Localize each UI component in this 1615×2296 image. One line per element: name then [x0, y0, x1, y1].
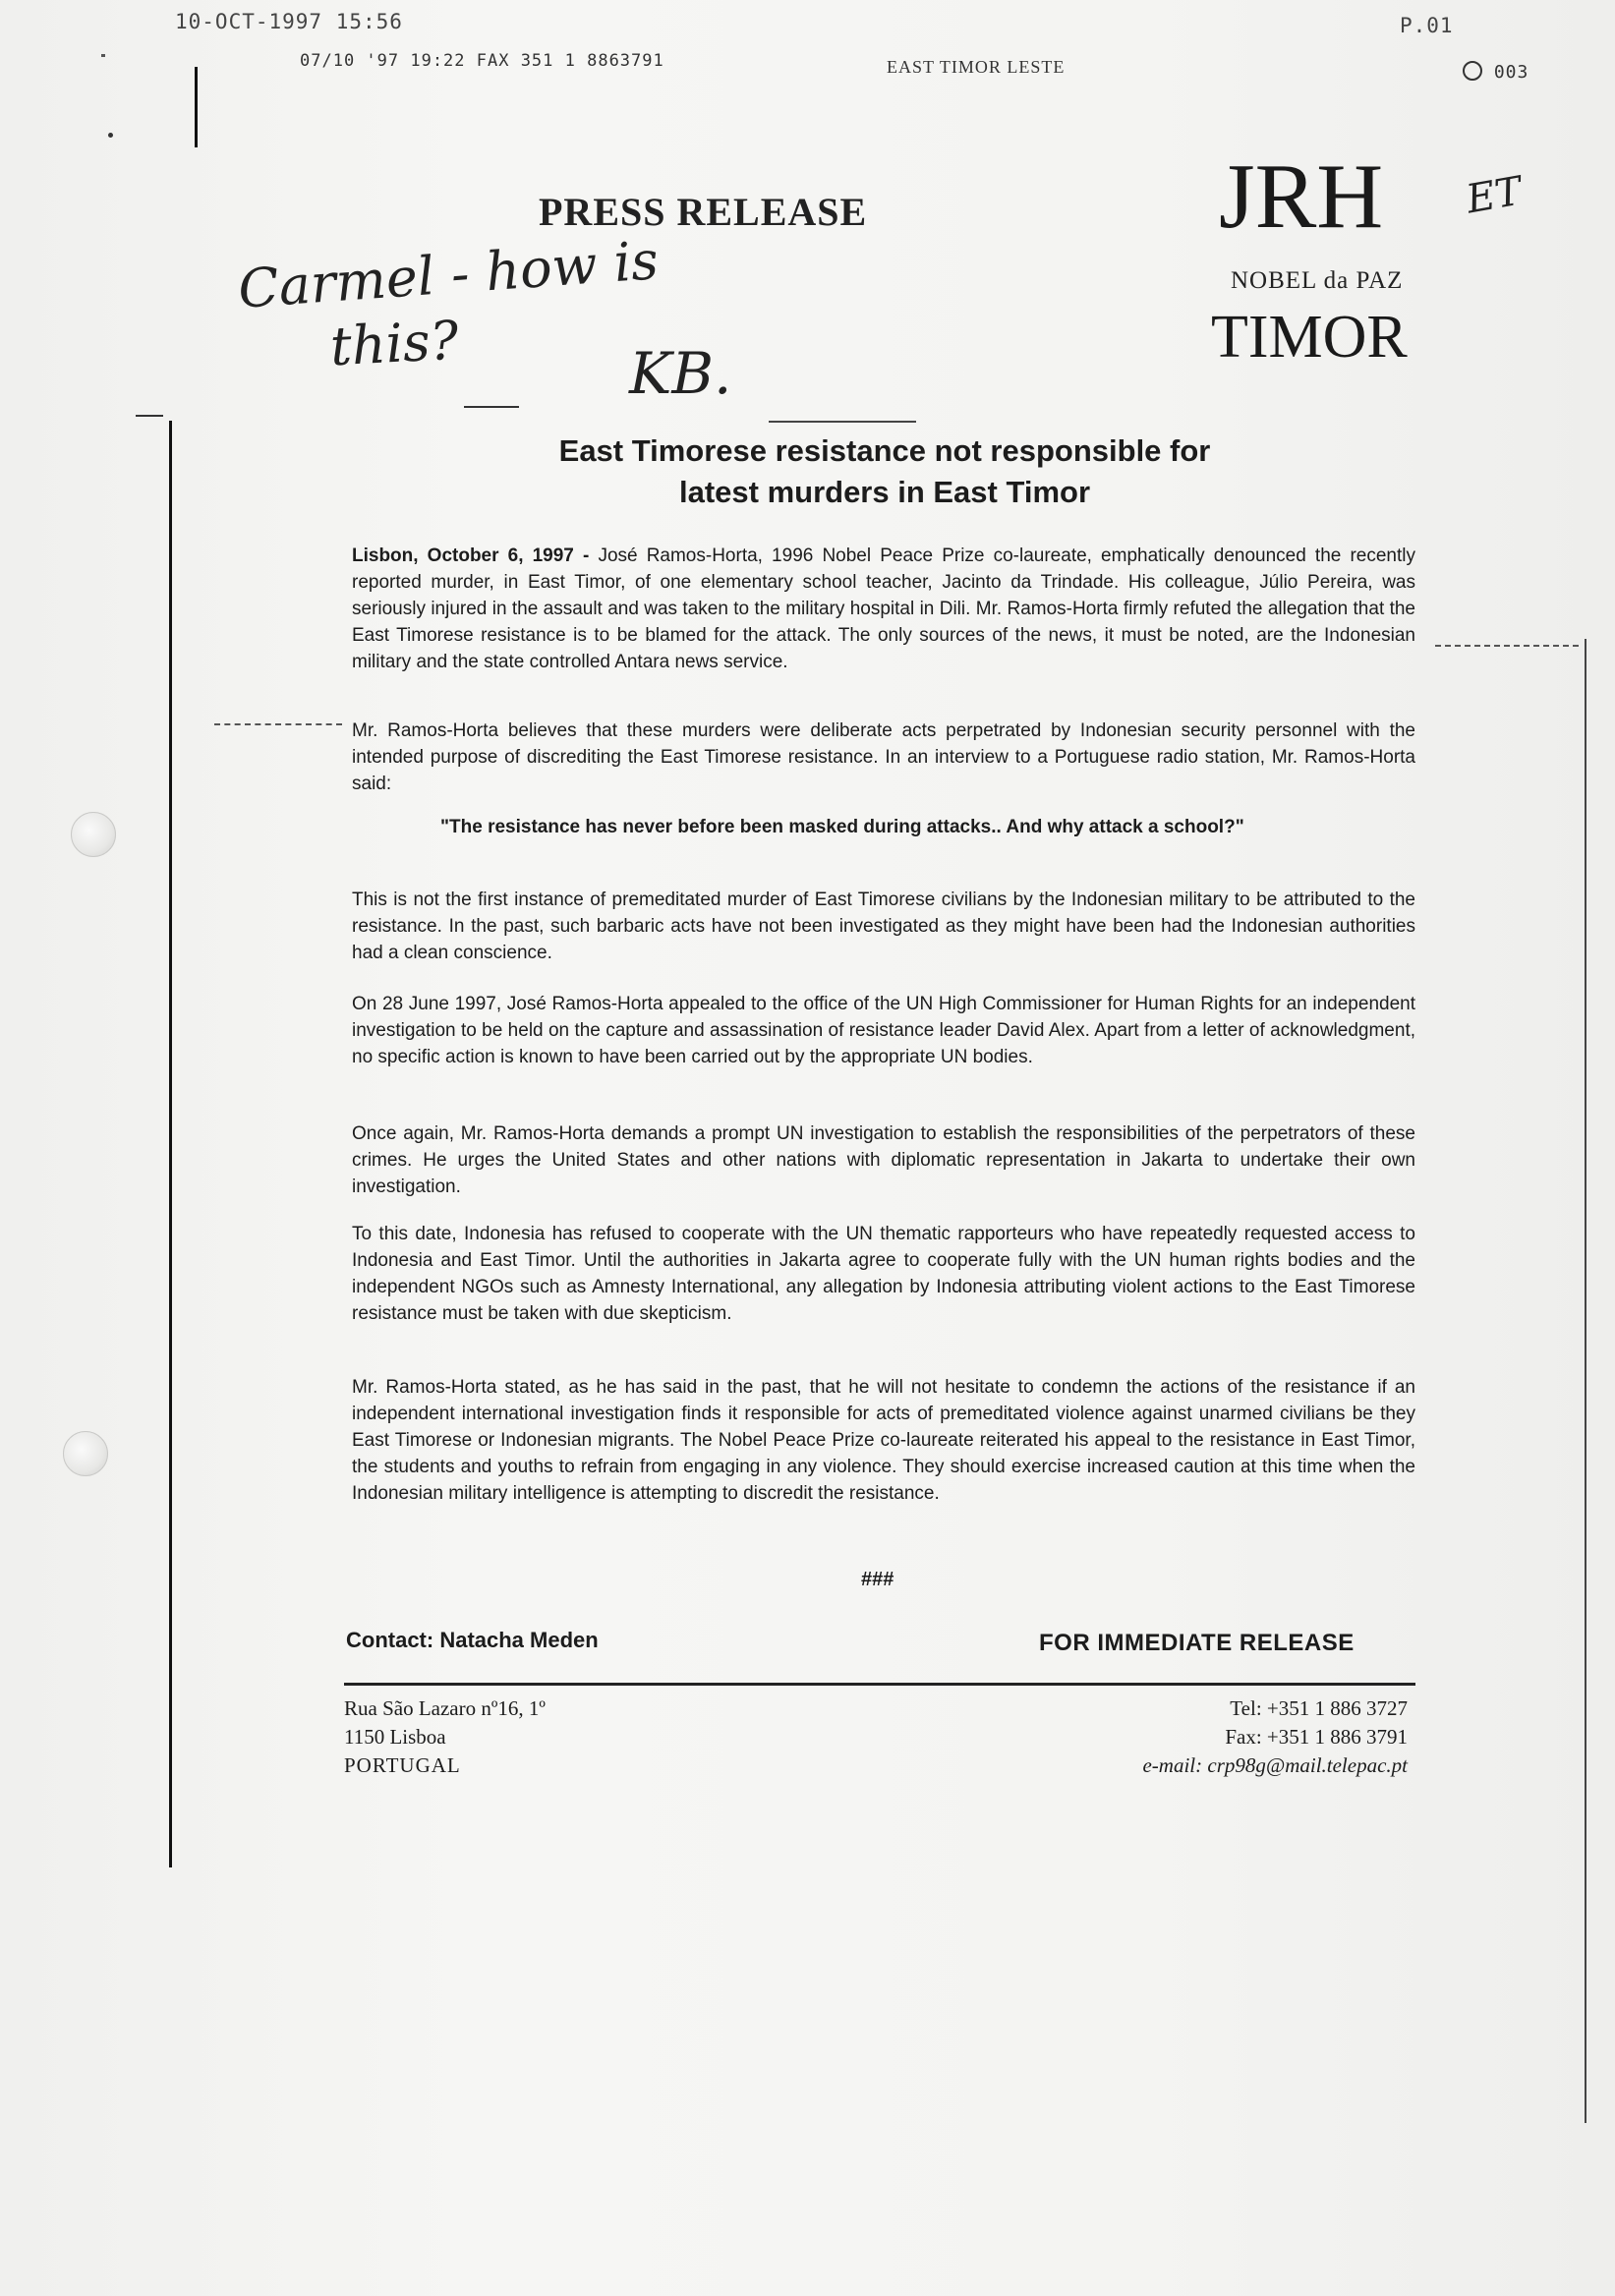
- handwritten-initials: KB.: [629, 340, 732, 407]
- fax-sender-label: EAST TIMOR LESTE: [887, 57, 1066, 77]
- paragraph-1: [352, 543, 1415, 675]
- headline-line-2: latest murders in East Timor: [678, 475, 1091, 509]
- margin-rule-main: [169, 421, 172, 1867]
- paragraph-7: Mr. Ramos-Horta stated, as he has said in the past, that he will not hesitate to condemn the actions of the resistance if an independent international investigation finds it responsible for acts of premeditated violence against unarmed civilians be they East Timorese or Indonesian migrants. The Nobel Peace Prize co-laureate reiterated his appeal to the resistance in East Timor, the students and youths to refrain from engaging in any violence. They should exercise increased caution at this time when the Indonesian military intelligence is attempting to discredit the resistance.: [352, 1377, 1415, 1504]
- address-country: PORTUGAL: [344, 1753, 461, 1777]
- headline-line-1: East Timorese resistance not responsible for: [558, 433, 1211, 468]
- address-city: 1150 Lisboa: [344, 1725, 446, 1749]
- logo-subtitle: NOBEL da PAZ: [1231, 267, 1404, 294]
- punch-hole-bottom: [63, 1431, 108, 1476]
- pull-quote: "The resistance has never before been masked during attacks.. And why attack a school?": [440, 817, 1244, 837]
- handwritten-note-line2: this?: [328, 309, 460, 378]
- paragraph-6: To this date, Indonesia has refused to cooperate with the UN thematic rapporteurs who have repeatedly requested access to Indonesia and East Timor. Until the authorities in Jakarta agree to cooperate fully with the UN human rights bodies and the independent NGOs such as Amnesty International, any allegation by Indonesia attributing violent actions to the East Timorese resistance must be taken with due skepticism.: [352, 1224, 1415, 1324]
- footer-rule: [344, 1683, 1415, 1686]
- headline: [393, 430, 1376, 513]
- fax-number: Fax: +351 1 886 3791: [1225, 1725, 1408, 1749]
- margin-rule-top: [195, 67, 198, 147]
- punch-hole-top: [71, 812, 116, 857]
- handwritten-note-line1: Carmel - how is: [236, 229, 661, 320]
- fax-page-number: P.01: [1400, 14, 1454, 37]
- fax-timestamp: 10-OCT-1997 15:56: [175, 10, 403, 33]
- paragraph-1-text: José Ramos-Horta, 1996 Nobel Peace Prize co-laureate, emphatically denounced the recently reported murder, in East Timor, of one elementary school teacher, Jacinto da Trindade. His colleague, Júlio Pereira, was seriously injured in the assault and was taken to the military hospital in Dili. Mr. Ramos-Horta firmly refuted the allegation that the East Timorese resistance is to be blamed for the attack. The only sources of the news, it must be noted, are the Indonesian military and the state controlled Antara news service.: [352, 545, 1415, 672]
- headline-rule-right: [769, 421, 916, 423]
- paragraph-5: Once again, Mr. Ramos-Horta demands a prompt UN investigation to establish the responsibilities of the perpetrators of these crimes. He urges the United States and other nations with diplomatic representation in Jakarta to undertake their own investigation.: [352, 1123, 1415, 1197]
- address-block: [344, 1694, 546, 1780]
- contact-numbers: [1014, 1694, 1408, 1780]
- dateline: Lisbon, October 6, 1997 -: [352, 545, 590, 566]
- page-title: PRESS RELEASE: [539, 190, 868, 234]
- fax-transmission-line: 07/10 '97 19:22 FAX 351 1 8863791: [300, 51, 664, 71]
- margin-dash-right: [1435, 645, 1579, 647]
- fax-counter-icon: [1463, 61, 1482, 81]
- scan-speck: [108, 133, 113, 138]
- paragraph-2: Mr. Ramos-Horta believes that these murders were deliberate acts perpetrated by Indonesian security personnel with the intended purpose of discrediting the East Timorese resistance. In an interview to a Portuguese radio station, Mr. Ramos-Horta said:: [352, 720, 1415, 794]
- email-address: e-mail: crp98g@mail.telepac.pt: [1142, 1753, 1408, 1777]
- release-notice: FOR IMMEDIATE RELEASE: [1039, 1630, 1355, 1656]
- handwritten-tag: ET: [1463, 168, 1526, 223]
- phone-number: Tel: +351 1 886 3727: [1230, 1696, 1408, 1720]
- address-street: Rua São Lazaro nº16, 1º: [344, 1696, 546, 1720]
- margin-rule-tick: [136, 415, 163, 417]
- logo-country: TIMOR: [1211, 304, 1408, 371]
- scan-speck: [101, 54, 105, 57]
- headline-rule-left: [464, 406, 519, 408]
- fax-page-counter: [1463, 61, 1528, 83]
- fax-counter-number: 003: [1493, 62, 1529, 83]
- paragraph-3: This is not the first instance of premeditated murder of East Timorese civilians by the Indonesian military to be attributed to the resistance. In the past, such barbaric acts have not been investigated as they might have been had the Indonesian authorities had a clean conscience.: [352, 890, 1415, 963]
- logo-initials: JRH: [1219, 145, 1384, 248]
- margin-dash-left: [214, 723, 342, 725]
- end-mark: ###: [861, 1569, 894, 1590]
- right-edge-rule: [1585, 639, 1586, 2123]
- contact-line: Contact: Natacha Meden: [346, 1628, 599, 1652]
- paragraph-4: On 28 June 1997, José Ramos-Horta appealed to the office of the UN High Commissioner for Human Rights for an independent investigation to be held on the capture and assassination of resistance leader David Alex. Apart from a letter of acknowledgment, no specific action is known to have been carried out by the appropriate UN bodies.: [352, 994, 1415, 1067]
